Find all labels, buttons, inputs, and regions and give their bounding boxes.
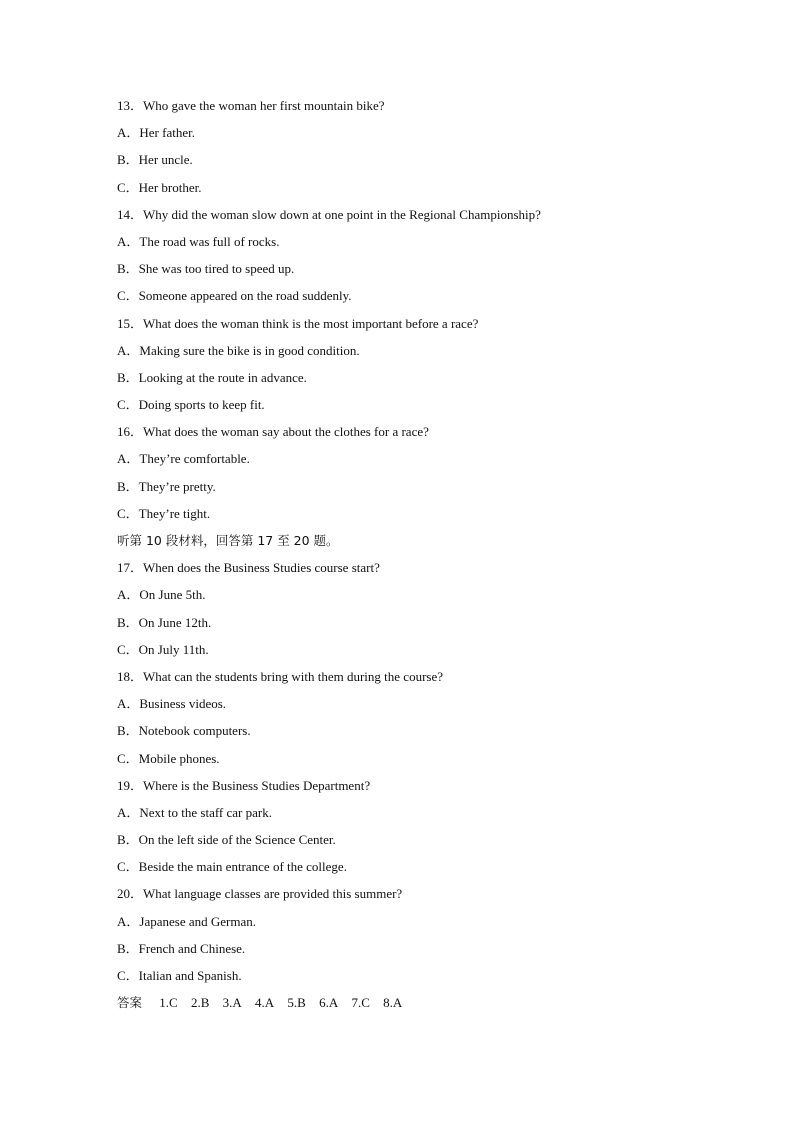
answer-key-label: 答案	[117, 995, 143, 1011]
answer-option: A．Her father.	[117, 125, 195, 141]
answer-option: B．Notebook computers.	[117, 723, 251, 739]
question-text: 16．What does the woman say about the clothes for a race?	[117, 424, 429, 440]
answer-option: A．On June 5th.	[117, 587, 206, 603]
answer-option: B．They’re pretty.	[117, 478, 216, 494]
answer-item: 3.A	[222, 995, 242, 1011]
answer-option: C．On July 11th.	[117, 641, 209, 657]
question-text: 19．Where is the Business Studies Department?	[117, 777, 371, 793]
answer-item: 1.C	[159, 995, 178, 1011]
answer-item: 5.B	[287, 995, 306, 1011]
answer-option: C．They’re tight.	[117, 505, 211, 521]
question-text: 17．When does the Business Studies course start?	[117, 560, 380, 576]
document-page	[117, 92, 717, 1016]
answer-option: A．They’re comfortable.	[117, 451, 250, 467]
section-heading: 听第 10 段材料，回答第 17 至 20 题。	[117, 533, 339, 548]
question-text: 18．What can the students bring with them during the course?	[117, 668, 444, 684]
answer-option: B．On June 12th.	[117, 614, 212, 630]
answer-option: C．Someone appeared on the road suddenly.	[117, 288, 352, 304]
answer-option: B．She was too tired to speed up.	[117, 261, 295, 277]
answer-option: B．Her uncle.	[117, 152, 193, 168]
answer-item: 7.C	[351, 995, 370, 1011]
answer-option: A．The road was full of rocks.	[117, 233, 280, 249]
answer-option: C．Doing sports to keep fit.	[117, 397, 265, 413]
question-text: 20．What language classes are provided this summer?	[117, 886, 403, 902]
answer-option: A．Making sure the bike is in good condition.	[117, 342, 360, 358]
answer-option: C．Beside the main entrance of the college.	[117, 859, 347, 875]
answer-option: B．On the left side of the Science Center.	[117, 832, 336, 848]
answer-key	[117, 989, 717, 1016]
question-text: 15．What does the woman think is the most important before a race?	[117, 315, 479, 331]
answer-option: C．Italian and Spanish.	[117, 968, 242, 983]
question-text: 14．Why did the woman slow down at one point in the Regional Championship?	[117, 206, 541, 222]
answer-option: C．Mobile phones.	[117, 750, 220, 766]
answer-option: A．Japanese and German.	[117, 913, 256, 929]
answer-option: A．Next to the staff car park.	[117, 804, 272, 820]
question-text: 13．Who gave the woman her first mountain bike?	[117, 98, 385, 113]
question-list	[117, 92, 717, 989]
answer-option: C．Her brother.	[117, 179, 202, 195]
answer-item: 6.A	[319, 995, 339, 1011]
answer-option: B．French and Chinese.	[117, 940, 246, 956]
answer-option: B．Looking at the route in advance.	[117, 369, 307, 385]
answer-option: A．Business videos.	[117, 696, 227, 712]
answer-item: 4.A	[255, 995, 275, 1011]
answer-item: 2.B	[190, 995, 210, 1011]
answer-item: 8.A	[383, 995, 403, 1011]
